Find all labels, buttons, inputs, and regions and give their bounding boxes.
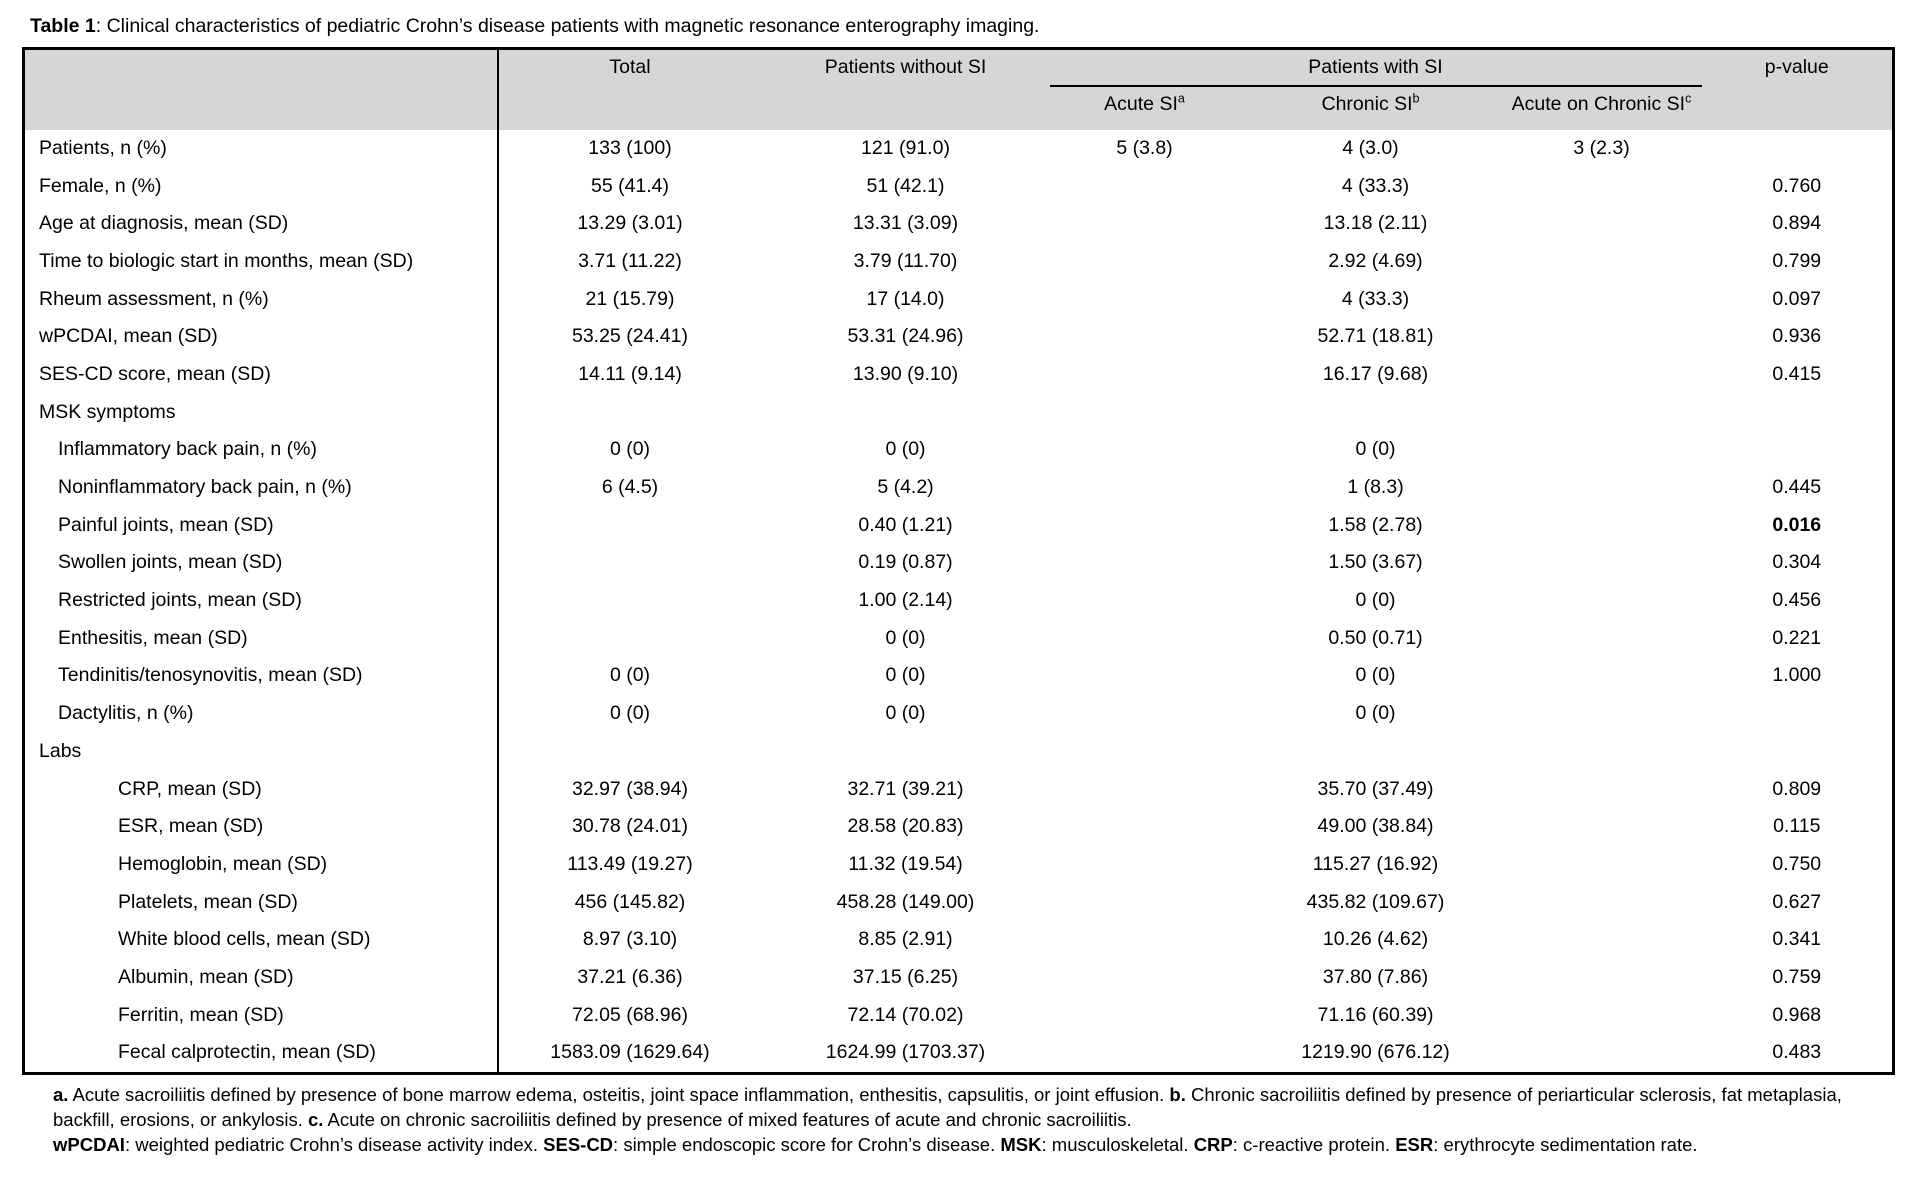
cell-total: 55 (41.4) <box>590 174 670 197</box>
cell-with-si: 1.58 (2.78) <box>1328 513 1423 536</box>
cell-pvalue <box>1702 393 1894 431</box>
col-header-acute-si-label: Acute SI <box>1104 92 1178 115</box>
cell-with-si: 0 (0) <box>1355 589 1396 612</box>
row-label: Hemoglobin, mean (SD) <box>24 846 498 884</box>
row-label: White blood cells, mean (SD) <box>24 921 498 959</box>
cell-pvalue <box>1702 695 1894 733</box>
row-label: Time to biologic start in months, mean (SD) <box>24 243 498 281</box>
cell-total: 32.97 (38.94) <box>571 777 688 800</box>
cell-total: 0 (0) <box>609 664 651 687</box>
footnote-abbreviations <box>53 1132 1868 1157</box>
col-header-chronic-si <box>1240 86 1502 130</box>
row-label: Patients, n (%) <box>24 130 498 168</box>
cell-with-si: 0.50 (0.71) <box>1328 626 1423 649</box>
cell-with-si: 0 (0) <box>1355 664 1396 687</box>
table-row <box>24 883 1894 921</box>
cell-with-si: 2.92 (4.69) <box>1328 249 1423 272</box>
cell-without-si: 37.15 (6.25) <box>852 965 959 988</box>
table-row <box>24 959 1894 997</box>
table-caption-number: Table 1 <box>30 15 96 37</box>
table-row <box>24 431 1894 469</box>
cell-with-si: 52.71 (18.81) <box>1317 325 1434 348</box>
cell-total: 133 (100) <box>588 136 672 159</box>
footnotes <box>53 1082 1868 1157</box>
cell-total: 3.71 (11.22) <box>578 249 682 272</box>
cell-total <box>498 582 762 620</box>
row-label: Noninflammatory back pain, n (%) <box>24 469 498 507</box>
cell-total: 0 (0) <box>609 438 651 461</box>
cell-without-si: 11.32 (19.54) <box>848 852 963 875</box>
cell-with-si <box>1050 733 1702 771</box>
cell-without-si: 0 (0) <box>885 702 926 725</box>
header-row-groups <box>24 49 1894 86</box>
cell-total: 37.21 (6.36) <box>577 965 683 988</box>
cell-without-si: 17 (14.0) <box>866 287 945 310</box>
cell-pvalue: 0.750 <box>1772 852 1822 875</box>
cell-with-si: 4 (33.3) <box>1341 174 1410 197</box>
cell-with-si: 13.18 (2.11) <box>1323 212 1428 235</box>
cell-pvalue: 0.760 <box>1772 174 1822 197</box>
footnote-marker-a: a <box>1177 91 1185 105</box>
section-row <box>24 393 1894 431</box>
table-row <box>24 506 1894 544</box>
table-row <box>24 130 1894 168</box>
cell-pvalue: 0.483 <box>1772 1041 1822 1064</box>
table-row <box>24 318 1894 356</box>
cell-without-si: 0.19 (0.87) <box>858 551 953 574</box>
cell-pvalue: 0.097 <box>1772 287 1822 310</box>
table-row <box>24 657 1894 695</box>
cell-pvalue: 0.627 <box>1772 890 1822 913</box>
cell-without-si: 13.31 (3.09) <box>852 212 959 235</box>
row-label: wPCDAI, mean (SD) <box>24 318 498 356</box>
row-label: Female, n (%) <box>24 167 498 205</box>
table-row <box>24 205 1894 243</box>
cell-pvalue <box>1702 431 1894 469</box>
cell-pvalue: 0.445 <box>1772 476 1822 499</box>
cell-without-si: 8.85 (2.91) <box>858 928 953 951</box>
cell-total <box>498 544 762 582</box>
cell-acute-si: 5 (3.8) <box>1116 136 1173 159</box>
footnote-text: : weighted pediatric Crohn’s disease activity index. <box>124 1133 544 1155</box>
row-label: Painful joints, mean (SD) <box>24 506 498 544</box>
cell-pvalue: 0.968 <box>1772 1003 1822 1026</box>
cell-pvalue <box>1702 733 1894 771</box>
cell-without-si: 5 (4.2) <box>877 476 934 499</box>
cell-with-si: 1219.90 (676.12) <box>1301 1041 1450 1064</box>
cell-pvalue: 1.000 <box>1772 664 1822 687</box>
cell-total <box>498 733 762 771</box>
row-label: Albumin, mean (SD) <box>24 959 498 997</box>
row-label: Fecal calprotectin, mean (SD) <box>24 1034 498 1073</box>
cell-total: 8.97 (3.10) <box>582 928 678 951</box>
cell-without-si: 0 (0) <box>885 438 926 461</box>
footnote-text: Chronic sacroiliitis defined by presence of periarticular sclerosis, fat metaplasia, backfill, erosions, or ankylosis. <box>53 1083 1842 1130</box>
row-label: ESR, mean (SD) <box>24 808 498 846</box>
cell-with-si: 37.80 (7.86) <box>1322 965 1429 988</box>
cell-with-si: 10.26 (4.62) <box>1322 928 1429 951</box>
col-header-pvalue: p-value <box>1702 49 1894 130</box>
cell-pvalue: 0.894 <box>1772 212 1822 235</box>
col-header-chronic-si-label: Chronic SI <box>1321 92 1413 115</box>
section-label: Labs <box>24 733 498 771</box>
cell-pvalue: 0.016 <box>1772 513 1822 536</box>
cell-total: 14.11 (9.14) <box>578 362 682 385</box>
cell-without-si: 13.90 (9.10) <box>852 362 959 385</box>
cell-total: 72.05 (68.96) <box>571 1003 688 1026</box>
cell-without-si <box>762 733 1050 771</box>
row-label: Inflammatory back pain, n (%) <box>24 431 498 469</box>
footnote-definitions <box>53 1082 1868 1132</box>
col-header-total: Total <box>498 49 762 130</box>
table-row <box>24 167 1894 205</box>
footnote-term: ESR <box>1395 1133 1434 1155</box>
table-row <box>24 1034 1894 1073</box>
cell-with-si: 115.27 (16.92) <box>1312 852 1439 875</box>
cell-pvalue: 0.341 <box>1772 928 1822 951</box>
section-label: MSK symptoms <box>24 393 498 431</box>
cell-without-si: 0 (0) <box>885 626 926 649</box>
cell-with-si: 0 (0) <box>1355 702 1396 725</box>
cell-without-si: 3.79 (11.70) <box>853 249 958 272</box>
row-label: Enthesitis, mean (SD) <box>24 619 498 657</box>
cell-pvalue: 0.115 <box>1773 815 1821 838</box>
col-header-acute-on-chronic-si <box>1502 86 1702 130</box>
footnote-text: Acute on chronic sacroiliitis defined by presence of mixed features of acute and chronic sacroiliitis. <box>323 1108 1132 1130</box>
table-row <box>24 808 1894 846</box>
col-header-with-si: Patients with SI <box>1050 49 1702 86</box>
row-label: Dactylitis, n (%) <box>24 695 498 733</box>
table-row <box>24 619 1894 657</box>
table-header <box>24 49 1894 130</box>
cell-without-si: 121 (91.0) <box>861 136 950 159</box>
cell-total: 1583.09 (1629.64) <box>550 1041 710 1064</box>
row-label: Tendinitis/tenosynovitis, mean (SD) <box>24 657 498 695</box>
cell-without-si: 72.14 (70.02) <box>847 1003 964 1026</box>
cell-total <box>498 619 762 657</box>
footnote-term: c. <box>308 1108 324 1130</box>
table-row <box>24 356 1894 394</box>
cell-without-si: 51 (42.1) <box>866 174 945 197</box>
col-header-without-si: Patients without SI <box>762 49 1050 130</box>
row-label: Rheum assessment, n (%) <box>24 280 498 318</box>
col-header-acute-si <box>1050 86 1240 130</box>
col-header-acute-on-chronic-si-label: Acute on Chronic SI <box>1511 92 1686 115</box>
cell-total: 0 (0) <box>609 702 651 725</box>
cell-with-si: 1.50 (3.67) <box>1328 551 1423 574</box>
footnote-text: Acute sacroiliitis defined by presence of bone marrow edema, osteitis, joint space inflammation, enthesitis, capsulitis, or joint effusion. <box>68 1083 1170 1105</box>
section-row <box>24 733 1894 771</box>
cell-total: 456 (145.82) <box>574 890 686 913</box>
footnote-marker-c: c <box>1685 91 1692 105</box>
table-row <box>24 280 1894 318</box>
cell-with-si: 435.82 (109.67) <box>1306 890 1445 913</box>
cell-without-si: 0 (0) <box>885 664 926 687</box>
table-row <box>24 846 1894 884</box>
cell-acute-on-chronic-si: 3 (2.3) <box>1573 136 1630 159</box>
table-body <box>24 130 1894 1074</box>
table-row <box>24 582 1894 620</box>
cell-without-si: 28.58 (20.83) <box>847 815 964 838</box>
col-header-rowlabels <box>24 49 498 130</box>
cell-with-si: 4 (33.3) <box>1341 287 1410 310</box>
cell-chronic-si: 4 (3.0) <box>1342 136 1399 159</box>
cell-pvalue: 0.456 <box>1772 589 1822 612</box>
cell-pvalue: 0.936 <box>1772 325 1822 348</box>
row-label: Ferritin, mean (SD) <box>24 996 498 1034</box>
table-caption <box>30 13 1914 39</box>
cell-total: 53.25 (24.41) <box>571 325 688 348</box>
cell-without-si: 0.40 (1.21) <box>858 513 953 536</box>
cell-total: 21 (15.79) <box>585 287 675 310</box>
row-label: SES-CD score, mean (SD) <box>24 356 498 394</box>
cell-total: 113.49 (19.27) <box>567 852 693 875</box>
cell-without-si <box>762 393 1050 431</box>
cell-pvalue: 0.799 <box>1772 249 1822 272</box>
footnote-term: b. <box>1169 1083 1186 1105</box>
footnote-term: MSK <box>1000 1133 1042 1155</box>
table-row <box>24 469 1894 507</box>
footnote-text: : erythrocyte sedimentation rate. <box>1433 1133 1698 1155</box>
table-row <box>24 996 1894 1034</box>
row-label: Platelets, mean (SD) <box>24 883 498 921</box>
table-row <box>24 921 1894 959</box>
cell-with-si: 1 (8.3) <box>1347 476 1404 499</box>
footnote-text: : simple endoscopic score for Crohn’s disease. <box>613 1133 1001 1155</box>
row-label: Restricted joints, mean (SD) <box>24 582 498 620</box>
cell-without-si: 1624.99 (1703.37) <box>825 1041 986 1064</box>
footnote-term: SES-CD <box>543 1133 614 1155</box>
cell-total: 6 (4.5) <box>601 476 659 499</box>
table-caption-text: : Clinical characteristics of pediatric Crohn’s disease patients with magnetic resonance enterography imaging. <box>95 15 1040 37</box>
footnote-marker-b: b <box>1412 91 1420 105</box>
footnote-term: wPCDAI <box>53 1133 125 1155</box>
row-label: Age at diagnosis, mean (SD) <box>24 205 498 243</box>
cell-without-si: 53.31 (24.96) <box>847 325 964 348</box>
cell-with-si: 71.16 (60.39) <box>1317 1003 1434 1026</box>
footnote-term: CRP <box>1193 1133 1233 1155</box>
cell-without-si: 1.00 (2.14) <box>858 589 953 612</box>
cell-total <box>498 393 762 431</box>
cell-with-si <box>1050 393 1702 431</box>
footnote-term: a. <box>53 1083 69 1105</box>
cell-without-si: 32.71 (39.21) <box>847 777 964 800</box>
row-label: Swollen joints, mean (SD) <box>24 544 498 582</box>
table-row <box>24 243 1894 281</box>
cell-pvalue: 0.221 <box>1772 626 1822 649</box>
cell-pvalue: 0.809 <box>1772 777 1822 800</box>
cell-with-si: 49.00 (38.84) <box>1317 815 1434 838</box>
cell-pvalue <box>1702 130 1894 168</box>
cell-total: 13.29 (3.01) <box>577 212 683 235</box>
cell-with-si: 0 (0) <box>1355 438 1396 461</box>
cell-with-si: 35.70 (37.49) <box>1317 777 1434 800</box>
clinical-characteristics-table <box>22 47 1895 1075</box>
table-row <box>24 770 1894 808</box>
cell-pvalue: 0.304 <box>1772 551 1822 574</box>
cell-with-si: 16.17 (9.68) <box>1322 362 1429 385</box>
cell-total <box>498 506 762 544</box>
table-row <box>24 695 1894 733</box>
cell-pvalue: 0.415 <box>1772 362 1822 385</box>
footnote-text: : c-reactive protein. <box>1232 1133 1396 1155</box>
cell-total: 30.78 (24.01) <box>571 815 688 838</box>
cell-without-si: 458.28 (149.00) <box>836 890 975 913</box>
footnote-text: : musculoskeletal. <box>1041 1133 1194 1155</box>
row-label: CRP, mean (SD) <box>24 770 498 808</box>
cell-pvalue: 0.759 <box>1772 965 1822 988</box>
table-row <box>24 544 1894 582</box>
